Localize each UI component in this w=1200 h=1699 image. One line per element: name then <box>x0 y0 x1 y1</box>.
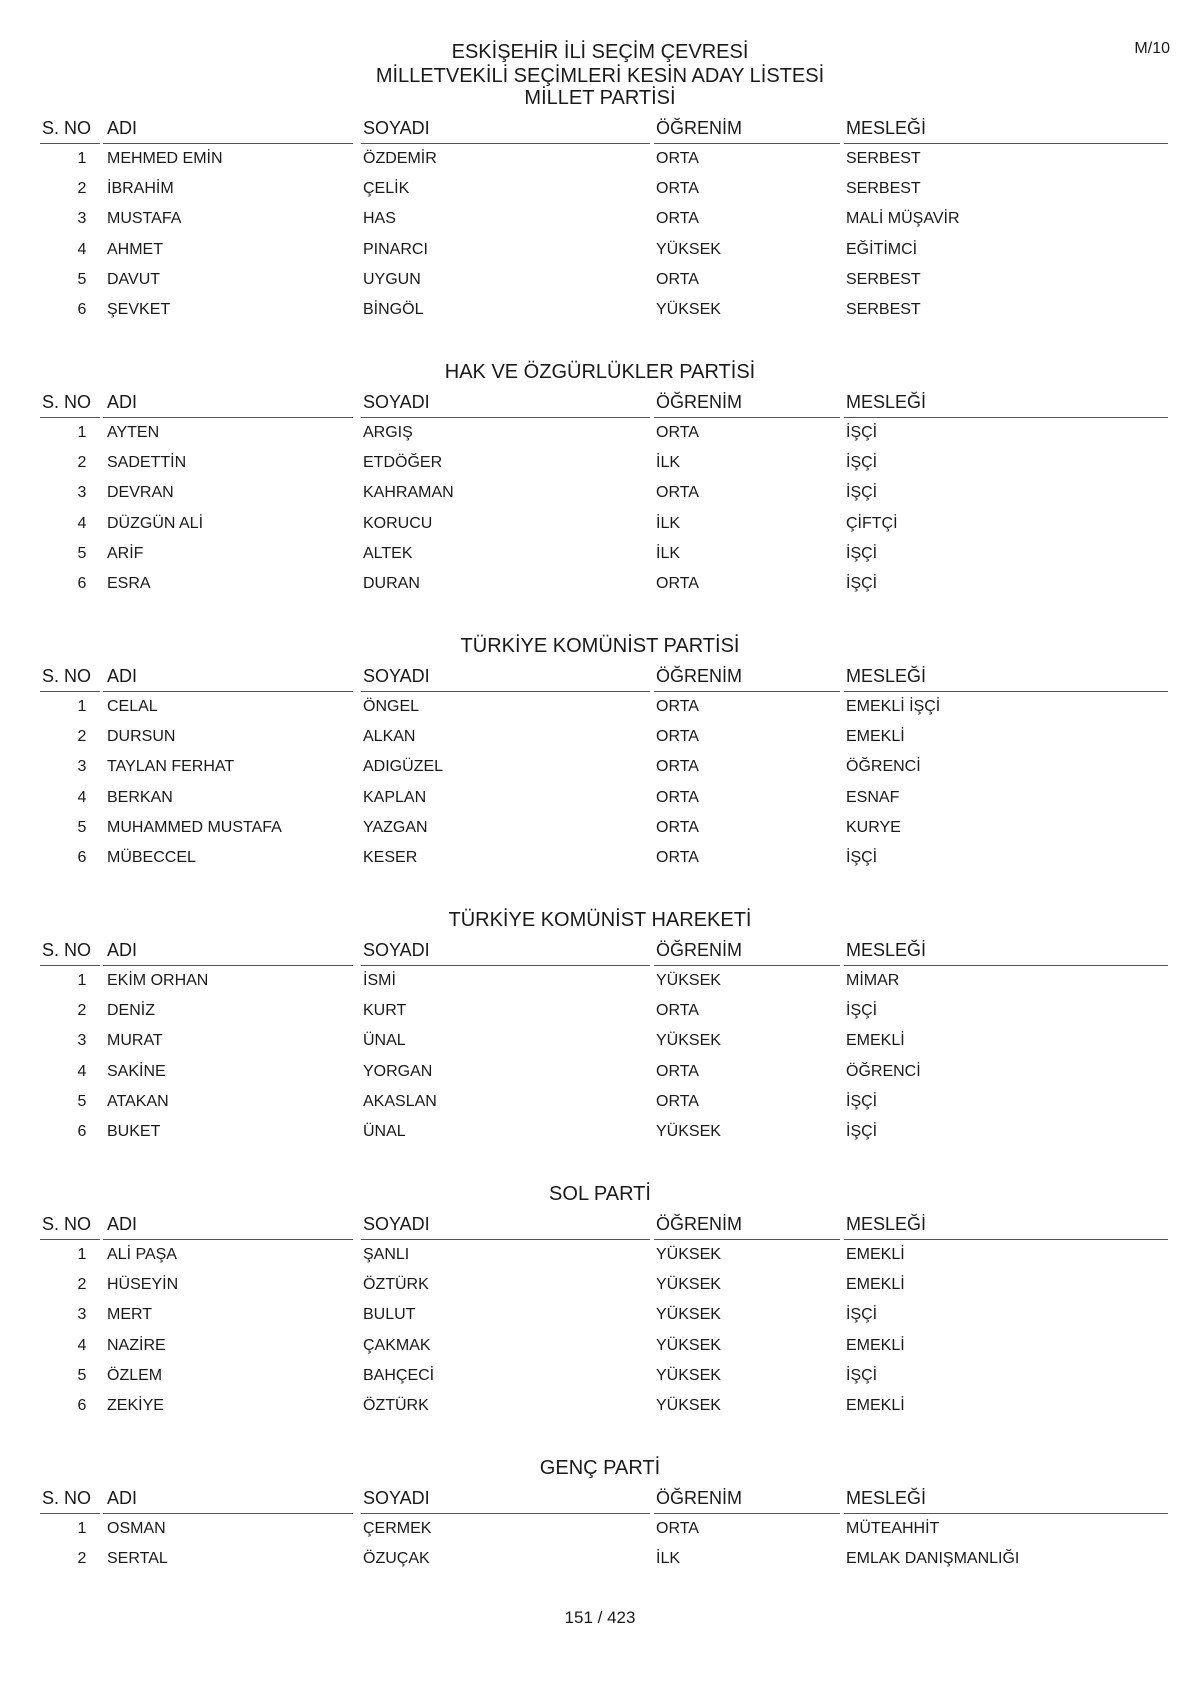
cell-soyadi: KORUCU <box>363 514 433 532</box>
party-section <box>0 358 1200 599</box>
cell-ogrenim: YÜKSEK <box>656 300 721 318</box>
cell-sno: 2 <box>77 180 87 198</box>
cell-sno: 5 <box>77 818 87 836</box>
cell-soyadi: DURAN <box>363 574 420 592</box>
cell-meslegi: SERBEST <box>846 180 921 198</box>
cell-ogrenim: İLK <box>656 514 681 532</box>
column-header-meslegi: MESLEĞİ <box>846 1488 927 1508</box>
cell-meslegi: MÜTEAHHİT <box>846 1520 940 1537</box>
cell-ogrenim: İLK <box>656 1550 681 1568</box>
table-row <box>0 1300 1200 1330</box>
cell-ogrenim: ORTA <box>656 818 699 836</box>
cell-adi: DAVUT <box>107 270 161 288</box>
cell-soyadi: KAHRAMAN <box>363 484 454 502</box>
cell-adi: HÜSEYİN <box>107 1276 179 1294</box>
cell-meslegi: SERBEST <box>846 270 921 288</box>
column-header-sno: S. NO <box>42 392 92 412</box>
cell-sno: 5 <box>77 1366 87 1384</box>
cell-adi: MURAT <box>107 1032 163 1050</box>
cell-meslegi: EĞİTİMCİ <box>846 240 918 258</box>
cell-ogrenim: YÜKSEK <box>656 972 721 989</box>
column-header-soyadi: SOYADI <box>363 940 430 960</box>
cell-meslegi: KURYE <box>846 818 901 836</box>
column-header-soyadi: SOYADI <box>363 392 430 412</box>
column-header-adi: ADI <box>107 118 138 138</box>
cell-soyadi: KESER <box>363 848 418 866</box>
cell-soyadi: BAHÇECİ <box>363 1366 435 1384</box>
cell-adi: BERKAN <box>107 788 173 806</box>
party-title: GENÇ PARTİ <box>539 1457 661 1479</box>
cell-soyadi: AKASLAN <box>363 1092 437 1110</box>
column-header-ogrenim: ÖĞRENİM <box>656 118 743 138</box>
table-row <box>0 1270 1200 1300</box>
cell-sno: 6 <box>77 1122 87 1140</box>
table-row <box>0 539 1200 569</box>
cell-soyadi: HAS <box>363 210 396 228</box>
cell-ogrenim: YÜKSEK <box>656 1336 721 1354</box>
cell-sno: 3 <box>77 758 87 776</box>
column-header-sno: S. NO <box>42 940 92 960</box>
cell-sno: 1 <box>77 972 87 989</box>
cell-sno: 6 <box>77 300 87 318</box>
column-headers <box>0 1212 1200 1240</box>
column-headers <box>0 938 1200 966</box>
cell-soyadi: ÇELİK <box>363 180 410 198</box>
cell-sno: 2 <box>77 454 87 472</box>
cell-ogrenim: ORTA <box>656 484 699 502</box>
cell-ogrenim: ORTA <box>656 758 699 776</box>
cell-soyadi: ÇAKMAK <box>363 1336 431 1354</box>
cell-sno: 4 <box>77 788 87 806</box>
party-title: TÜRKİYE KOMÜNİST HAREKETİ <box>448 909 752 931</box>
cell-sno: 4 <box>77 240 87 258</box>
cell-ogrenim: ORTA <box>656 848 699 866</box>
cell-adi: SERTAL <box>107 1550 168 1568</box>
table-row <box>0 1544 1200 1574</box>
cell-sno: 3 <box>77 1032 87 1050</box>
cell-meslegi: MALİ MÜŞAVİR <box>846 210 960 228</box>
cell-ogrenim: YÜKSEK <box>656 1366 721 1384</box>
column-header-adi: ADI <box>107 1488 138 1508</box>
table-row <box>0 1026 1200 1056</box>
cell-meslegi: EMEKLİ <box>846 1336 905 1354</box>
cell-soyadi: ÖZUÇAK <box>363 1550 430 1568</box>
party-section <box>0 84 1200 325</box>
cell-ogrenim: ORTA <box>656 574 699 592</box>
cell-adi: ARİF <box>107 544 144 562</box>
cell-meslegi: İŞÇİ <box>846 1366 878 1384</box>
cell-meslegi: EMEKLİ İŞÇİ <box>846 698 941 715</box>
cell-meslegi: SERBEST <box>846 300 921 318</box>
table-row <box>0 265 1200 295</box>
cell-adi: SAKİNE <box>107 1062 166 1080</box>
cell-ogrenim: YÜKSEK <box>656 1396 721 1414</box>
cell-ogrenim: ORTA <box>656 270 699 288</box>
table-row <box>0 843 1200 873</box>
cell-sno: 6 <box>77 574 87 592</box>
cell-sno: 5 <box>77 270 87 288</box>
column-headers <box>0 664 1200 692</box>
cell-adi: MUHAMMED MUSTAFA <box>107 818 282 836</box>
cell-meslegi: İŞÇİ <box>846 484 878 502</box>
column-header-adi: ADI <box>107 1214 138 1234</box>
cell-adi: TAYLAN FERHAT <box>107 758 235 776</box>
table-row <box>0 1057 1200 1087</box>
cell-sno: 1 <box>77 698 87 715</box>
cell-ogrenim: ORTA <box>656 698 699 715</box>
cell-soyadi: ÇERMEK <box>363 1520 432 1537</box>
cell-adi: MERT <box>107 1306 153 1324</box>
cell-adi: ATAKAN <box>107 1092 169 1110</box>
cell-soyadi: ÖNGEL <box>363 698 420 715</box>
table-row <box>0 722 1200 752</box>
cell-ogrenim: ORTA <box>656 1002 699 1020</box>
cell-ogrenim: ORTA <box>656 150 699 167</box>
cell-sno: 3 <box>77 1306 87 1324</box>
cell-soyadi: BİNGÖL <box>363 300 424 318</box>
table-row <box>0 1331 1200 1361</box>
table-row <box>0 996 1200 1026</box>
cell-ogrenim: ORTA <box>656 424 699 441</box>
cell-adi: DURSUN <box>107 728 176 746</box>
column-header-ogrenim: ÖĞRENİM <box>656 940 743 960</box>
cell-sno: 1 <box>77 1520 87 1537</box>
cell-sno: 3 <box>77 484 87 502</box>
column-header-ogrenim: ÖĞRENİM <box>656 1214 743 1234</box>
cell-meslegi: EMLAK DANIŞMANLIĞI <box>846 1550 1020 1568</box>
cell-sno: 4 <box>77 1336 87 1354</box>
column-header-sno: S. NO <box>42 1214 92 1234</box>
table-row <box>0 478 1200 508</box>
cell-soyadi: ADIGÜZEL <box>363 758 444 776</box>
table-row <box>0 1087 1200 1117</box>
cell-adi: AHMET <box>107 240 163 258</box>
cell-soyadi: KURT <box>363 1002 407 1020</box>
column-header-meslegi: MESLEĞİ <box>846 666 927 686</box>
cell-ogrenim: ORTA <box>656 728 699 746</box>
cell-meslegi: İŞÇİ <box>846 424 878 441</box>
cell-adi: İBRAHİM <box>107 180 174 198</box>
column-headers <box>0 1486 1200 1514</box>
cell-ogrenim: YÜKSEK <box>656 1276 721 1294</box>
cell-sno: 5 <box>77 544 87 562</box>
cell-sno: 5 <box>77 1092 87 1110</box>
page-number: 151 / 423 <box>564 1608 636 1627</box>
column-header-sno: S. NO <box>42 666 92 686</box>
cell-adi: DEVRAN <box>107 484 174 502</box>
cell-soyadi: ÜNAL <box>363 1032 406 1050</box>
cell-soyadi: ÖZTÜRK <box>363 1396 429 1414</box>
party-title: HAK VE ÖZGÜRLÜKLER PARTİSİ <box>444 361 756 383</box>
cell-ogrenim: YÜKSEK <box>656 1306 721 1324</box>
cell-meslegi: ÖĞRENCİ <box>846 1062 921 1080</box>
table-row <box>0 509 1200 539</box>
cell-adi: MUSTAFA <box>107 210 182 228</box>
table-row <box>0 813 1200 843</box>
cell-soyadi: PINARCI <box>363 240 428 258</box>
cell-adi: ÖZLEM <box>107 1366 163 1384</box>
cell-adi: NAZİRE <box>107 1336 166 1354</box>
cell-soyadi: YAZGAN <box>363 818 428 836</box>
cell-adi: DENİZ <box>107 1002 155 1020</box>
cell-soyadi: BULUT <box>363 1306 416 1324</box>
cell-adi: AYTEN <box>107 424 160 441</box>
party-section <box>0 906 1200 1147</box>
cell-meslegi: EMEKLİ <box>846 728 905 746</box>
column-header-adi: ADI <box>107 392 138 412</box>
cell-meslegi: İŞÇİ <box>846 1306 878 1324</box>
cell-ogrenim: ORTA <box>656 788 699 806</box>
cell-meslegi: MİMAR <box>846 972 900 989</box>
cell-soyadi: ALKAN <box>363 728 416 746</box>
header-line-2: MİLLETVEKİLİ SEÇİMLERİ KESİN ADAY LİSTESİ <box>375 65 825 87</box>
column-header-adi: ADI <box>107 940 138 960</box>
table-row <box>0 1361 1200 1391</box>
cell-meslegi: ESNAF <box>846 788 900 806</box>
cell-adi: MÜBECCEL <box>107 848 196 866</box>
column-header-ogrenim: ÖĞRENİM <box>656 392 743 412</box>
party-section <box>0 1454 1200 1574</box>
cell-meslegi: EMEKLİ <box>846 1032 905 1050</box>
table-row <box>0 1514 1200 1544</box>
column-header-soyadi: SOYADI <box>363 118 430 138</box>
cell-sno: 2 <box>77 1550 87 1568</box>
cell-sno: 4 <box>77 1062 87 1080</box>
table-row <box>0 569 1200 599</box>
table-row <box>0 418 1200 448</box>
cell-ogrenim: YÜKSEK <box>656 240 721 258</box>
cell-ogrenim: YÜKSEK <box>656 1246 721 1263</box>
cell-ogrenim: YÜKSEK <box>656 1122 721 1140</box>
header-line-1: ESKİŞEHİR İLİ SEÇİM ÇEVRESİ <box>451 41 749 63</box>
party-title: TÜRKİYE KOMÜNİST PARTİSİ <box>460 635 740 657</box>
table-row <box>0 295 1200 325</box>
page-code: M/10 <box>1134 40 1170 57</box>
cell-sno: 6 <box>77 1396 87 1414</box>
table-row <box>0 752 1200 782</box>
cell-adi: EKİM ORHAN <box>107 972 209 989</box>
party-title: MİLLET PARTİSİ <box>524 87 676 109</box>
cell-adi: DÜZGÜN ALİ <box>107 514 204 532</box>
column-header-ogrenim: ÖĞRENİM <box>656 666 743 686</box>
cell-meslegi: EMEKLİ <box>846 1276 905 1294</box>
cell-adi: OSMAN <box>107 1520 166 1537</box>
cell-ogrenim: ORTA <box>656 210 699 228</box>
cell-meslegi: İŞÇİ <box>846 1122 878 1140</box>
column-header-meslegi: MESLEĞİ <box>846 118 927 138</box>
table-row <box>0 204 1200 234</box>
column-header-ogrenim: ÖĞRENİM <box>656 1488 743 1508</box>
party-title: SOL PARTİ <box>549 1183 651 1205</box>
column-headers <box>0 390 1200 418</box>
column-header-meslegi: MESLEĞİ <box>846 1214 927 1234</box>
cell-sno: 1 <box>77 1246 87 1263</box>
column-header-meslegi: MESLEĞİ <box>846 940 927 960</box>
cell-meslegi: İŞÇİ <box>846 1002 878 1020</box>
cell-meslegi: SERBEST <box>846 150 921 167</box>
cell-meslegi: İŞÇİ <box>846 454 878 472</box>
table-row <box>0 1391 1200 1421</box>
party-section <box>0 632 1200 873</box>
cell-ogrenim: ORTA <box>656 1520 699 1537</box>
cell-sno: 2 <box>77 1276 87 1294</box>
cell-ogrenim: YÜKSEK <box>656 1032 721 1050</box>
table-row <box>0 1117 1200 1147</box>
column-header-soyadi: SOYADI <box>363 666 430 686</box>
table-row <box>0 174 1200 204</box>
table-row <box>0 235 1200 265</box>
cell-ogrenim: ORTA <box>656 1062 699 1080</box>
cell-soyadi: ŞANLI <box>363 1246 410 1263</box>
cell-meslegi: İŞÇİ <box>846 574 878 592</box>
cell-adi: CELAL <box>107 698 158 715</box>
cell-soyadi: KAPLAN <box>363 788 427 806</box>
cell-sno: 3 <box>77 210 87 228</box>
cell-meslegi: EMEKLİ <box>846 1396 905 1414</box>
cell-adi: MEHMED EMİN <box>107 150 223 167</box>
table-row <box>0 144 1200 174</box>
column-header-soyadi: SOYADI <box>363 1214 430 1234</box>
column-header-sno: S. NO <box>42 1488 92 1508</box>
table-row <box>0 783 1200 813</box>
cell-sno: 2 <box>77 1002 87 1020</box>
cell-ogrenim: ORTA <box>656 1092 699 1110</box>
cell-meslegi: EMEKLİ <box>846 1246 905 1263</box>
cell-adi: ALİ PAŞA <box>107 1246 177 1263</box>
cell-adi: ŞEVKET <box>107 300 171 318</box>
cell-sno: 2 <box>77 728 87 746</box>
cell-soyadi: ÜNAL <box>363 1122 406 1140</box>
cell-adi: ESRA <box>107 574 151 592</box>
cell-soyadi: ÖZDEMİR <box>363 150 437 167</box>
cell-sno: 6 <box>77 848 87 866</box>
cell-sno: 1 <box>77 424 87 441</box>
cell-soyadi: ETDÖĞER <box>363 454 443 472</box>
cell-ogrenim: İLK <box>656 544 681 562</box>
cell-meslegi: İŞÇİ <box>846 1092 878 1110</box>
cell-meslegi: ÖĞRENCİ <box>846 758 921 776</box>
column-header-meslegi: MESLEĞİ <box>846 392 927 412</box>
cell-meslegi: ÇİFTÇİ <box>846 514 898 532</box>
table-row <box>0 1240 1200 1270</box>
cell-adi: BUKET <box>107 1122 161 1140</box>
table-row <box>0 966 1200 996</box>
cell-soyadi: YORGAN <box>363 1062 433 1080</box>
cell-sno: 4 <box>77 514 87 532</box>
cell-soyadi: ALTEK <box>363 544 413 562</box>
cell-ogrenim: ORTA <box>656 180 699 198</box>
cell-soyadi: ARGIŞ <box>363 424 413 441</box>
cell-soyadi: UYGUN <box>363 270 421 288</box>
column-header-adi: ADI <box>107 666 138 686</box>
table-row <box>0 692 1200 722</box>
cell-meslegi: İŞÇİ <box>846 544 878 562</box>
column-header-soyadi: SOYADI <box>363 1488 430 1508</box>
cell-ogrenim: İLK <box>656 454 681 472</box>
cell-adi: SADETTİN <box>107 454 187 472</box>
cell-sno: 1 <box>77 150 87 167</box>
column-headers <box>0 116 1200 144</box>
party-section <box>0 1180 1200 1421</box>
cell-meslegi: İŞÇİ <box>846 848 878 866</box>
column-header-sno: S. NO <box>42 118 92 138</box>
cell-soyadi: ÖZTÜRK <box>363 1276 429 1294</box>
table-row <box>0 448 1200 478</box>
cell-adi: ZEKİYE <box>107 1396 164 1414</box>
cell-soyadi: İSMİ <box>363 972 396 989</box>
